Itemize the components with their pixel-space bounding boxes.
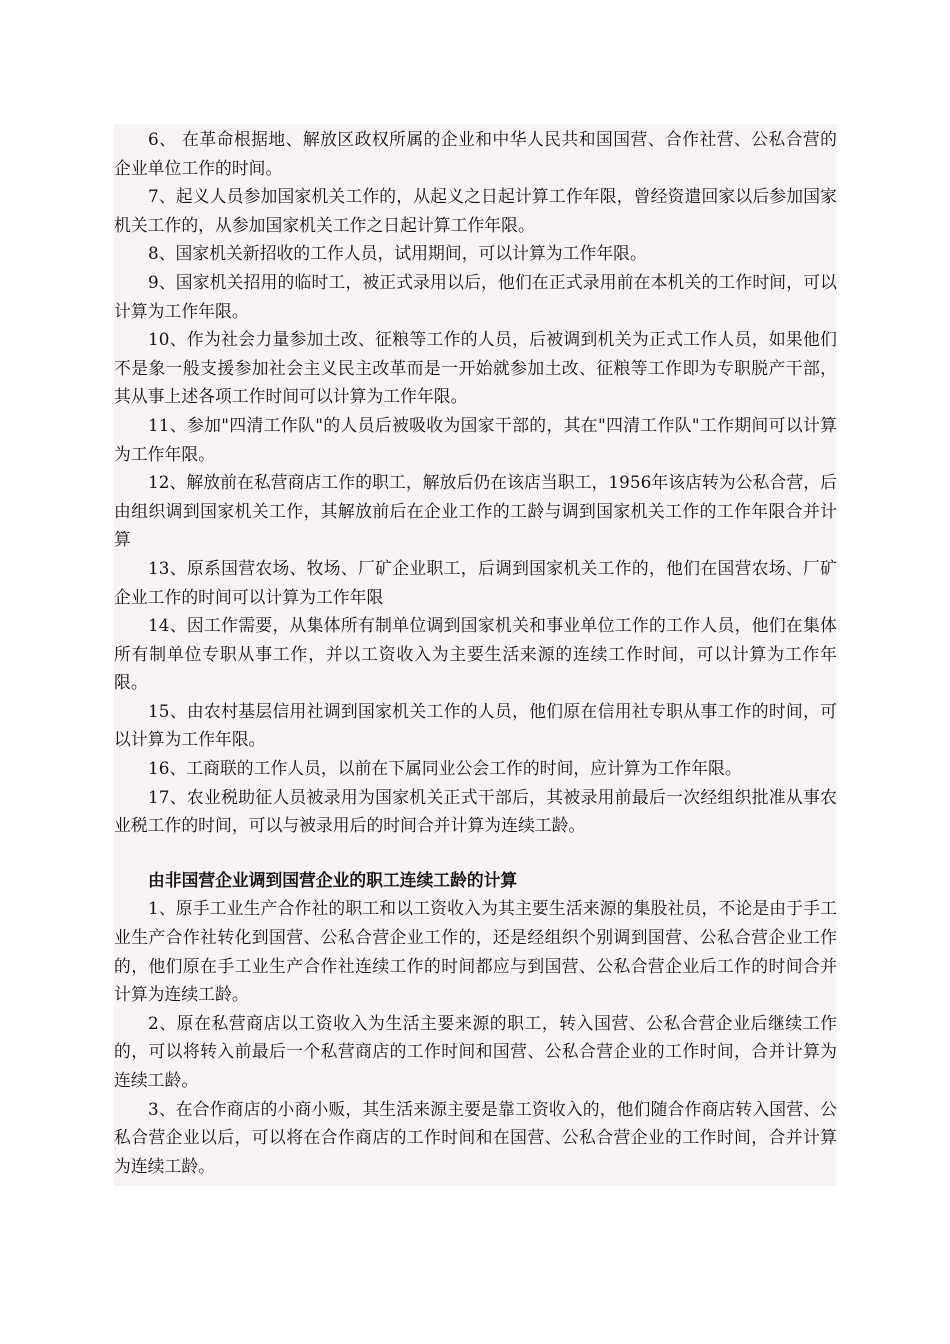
section-heading: 由非国营企业调到国营企业的职工连续工龄的计算 [148, 869, 518, 890]
section2-item-2: 2、原在私营商店以工资收入为生活主要来源的职工，转入国营、公私合营企业后继续工作的，可以将转入前最后一个私营商店的工作时间和国营、公私合营企业的工作时间，合并计算为连续工龄。 [114, 1012, 837, 1090]
document-page [114, 124, 837, 1186]
section2-item-3: 3、在合作商店的小商小贩，其生活来源主要是靠工资收入的，他们随合作商店转入国营、公私合营企业以后，可以将在合作商店的工作时间和在国营、公私合营企业的工作时间，合并计算为连续工龄。 [114, 1098, 837, 1176]
paragraph-item-14: 14、因工作需要，从集体所有制单位调到国家机关和事业单位工作的工作人员，他们在集体所有制单位专职从事工作，并以工资收入为主要生活来源的连续工作时间，可以计算为工作年限。 [114, 615, 837, 693]
paragraph-item-6: 6、 在革命根据地、解放区政权所属的企业和中华人民共和国国营、合作社营、公私合营的企业单位工作的时间。 [114, 129, 837, 178]
paragraph-item-17: 17、农业税助征人员被录用为国家机关正式干部后，其被录用前最后一次经组织批准从事农业税工作的时间，可以与被录用后的时间合并计算为连续工龄。 [114, 786, 837, 836]
paragraph-item-15: 15、由农村基层信用社调到国家机关工作的人员，他们原在信用社专职从事工作的时间，可以计算为工作年限。 [114, 700, 837, 750]
paragraph-item-13: 13、原系国营农场、牧场、厂矿企业职工，后调到国家机关工作的，他们在国营农场、厂矿企业工作的时间可以计算为工作年限 [114, 557, 837, 607]
paragraph-item-9: 9、国家机关招用的临时工，被正式录用以后，他们在正式录用前在本机关的工作时间，可以计算为工作年限。 [114, 271, 837, 321]
paragraph-item-10: 10、作为社会力量参加土改、征粮等工作的人员，后被调到机关为正式工作人员，如果他们不是象一般支援参加社会主义民主改革而是一开始就参加土改、征粮等工作即为专职脱产干部，其从事上述各项工作时间可以计算为工作年限。 [114, 329, 837, 407]
paragraph-item-11: 11、参加"四清工作队"的人员后被吸收为国家干部的，其在"四清工作队"工作期间可以计算为工作年限。 [114, 414, 837, 464]
paragraph-item-7: 7、起义人员参加国家机关工作的，从起义之日起计算工作年限，曾经资遣回家以后参加国家机关工作的，从参加国家机关工作之日起计算工作年限。 [114, 186, 837, 235]
section2-item-1: 1、原手工业生产合作社的职工和以工资收入为其主要生活来源的集股社员，不论是由于手工业生产合作社转化到国营、公私合营企业工作的，还是经组织个别调到国营、公私合营企业工作的，他们原在手工业生产合作社连续工作的时间都应与到国营、公私合营企业后工作的时间合并计算为连续工龄。 [114, 898, 837, 1005]
paragraph-item-12: 12、解放前在私营商店工作的职工，解放后仍在该店当职工，1956年该店转为公私合营，后由组织调到国家机关工作，其解放前后在企业工作的工龄与调到国家机关工作的工作年限合并计算 [114, 472, 837, 550]
paragraph-item-8: 8、国家机关新招收的工作人员，试用期间，可以计算为工作年限。 [148, 243, 647, 264]
paragraph-item-16: 16、工商联的工作人员，以前在下属同业公会工作的时间，应计算为工作年限。 [148, 758, 742, 779]
